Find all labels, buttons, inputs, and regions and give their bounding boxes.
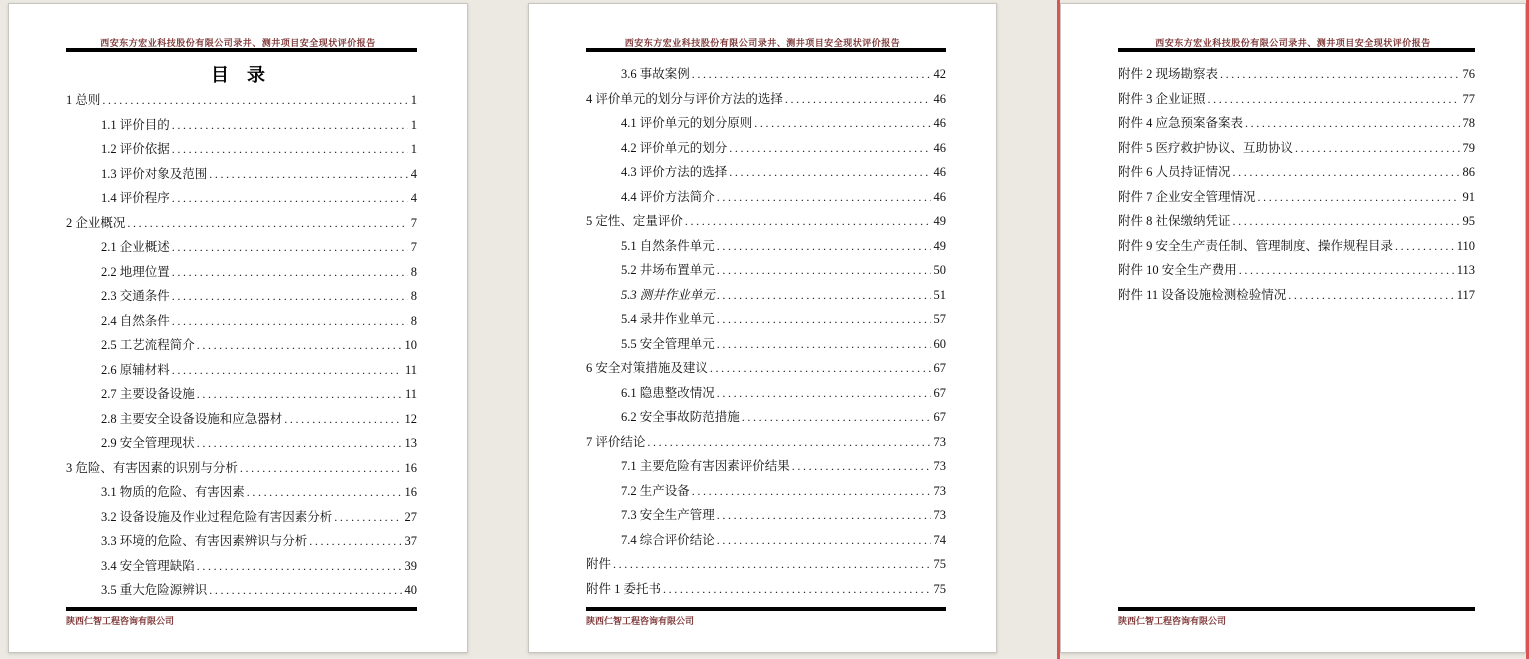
toc-page-2: [528, 3, 997, 653]
page-footer-company: 陕西仁智工程咨询有限公司: [586, 616, 695, 626]
toc-entry-pagenum: 57: [933, 312, 946, 326]
page-selection-guide-left: [1057, 0, 1060, 659]
toc-entry-label: 7.1 主要危险有害因素评价结果: [621, 459, 790, 473]
toc-entries: [66, 88, 417, 603]
toc-entry-pagenum: 46: [933, 165, 946, 179]
toc-entry-label: 4.2 评价单元的划分: [621, 140, 728, 155]
dot-leader: [172, 284, 408, 309]
header-rule: [1118, 48, 1475, 52]
page-header-title: 西安东方宏业科技股份有限公司录井、测井项目安全现状评价报告: [100, 38, 376, 48]
dot-leader: [717, 185, 931, 210]
toc-entry[interactable]: [586, 160, 946, 185]
toc-entry[interactable]: [586, 307, 946, 332]
dot-leader: [717, 283, 931, 308]
toc-entry-label: 2.3 交通条件: [101, 289, 170, 303]
footer-rule: [66, 607, 417, 611]
toc-entry[interactable]: [66, 480, 417, 505]
toc-entry-pagenum: 46: [933, 189, 946, 204]
toc-entry-pagenum: 39: [404, 558, 417, 573]
dot-leader: [172, 137, 408, 162]
toc-entry-label: 附件 9 安全生产责任制、管理制度、操作规程目录: [1118, 238, 1394, 253]
toc-entry-pagenum: 10: [404, 338, 417, 352]
dot-leader: [172, 186, 408, 211]
toc-entry-pagenum: 8: [410, 313, 417, 328]
dot-leader: [172, 260, 408, 285]
toc-entry[interactable]: [586, 111, 946, 136]
dot-leader: [247, 480, 402, 505]
dot-leader: [172, 113, 408, 138]
toc-entry-pagenum: 11: [404, 387, 417, 401]
toc-entry-label: 附件 3 企业证照: [1118, 91, 1206, 106]
toc-entry-pagenum: 76: [1462, 67, 1475, 81]
toc-entry-pagenum: 73: [933, 508, 946, 522]
toc-entry-pagenum: 46: [933, 116, 946, 130]
toc-entry-pagenum: 1: [410, 117, 417, 132]
toc-entry-pagenum: 73: [933, 434, 946, 449]
toc-entry-pagenum: 11: [404, 362, 417, 377]
toc-entry[interactable]: [66, 235, 417, 260]
toc-entry-label: 2.5 工艺流程简介: [101, 338, 195, 352]
toc-entry-pagenum: 74: [933, 532, 946, 547]
toc-entry[interactable]: [1118, 87, 1475, 112]
toc-entry[interactable]: [66, 431, 417, 456]
toc-entry-label: 1.2 评价依据: [101, 142, 170, 156]
toc-entry-label: 1.4 评价程序: [101, 191, 170, 205]
toc-entry-pagenum: 113: [1456, 263, 1475, 277]
toc-entry[interactable]: [66, 260, 417, 285]
toc-entry-label: 6 安全对策措施及建议: [586, 361, 708, 375]
dot-leader: [284, 407, 401, 432]
toc-entry-label: 附件 7 企业安全管理情况: [1118, 189, 1256, 204]
toc-entry[interactable]: [66, 407, 417, 432]
toc-entry-pagenum: 4: [410, 166, 417, 181]
toc-entry-label: 4.4 评价方法简介: [621, 189, 715, 204]
toc-entry[interactable]: [586, 87, 946, 112]
toc-entry-label: 3.1 物质的危险、有害因素: [101, 485, 245, 499]
dot-leader: [197, 333, 402, 358]
toc-entry[interactable]: [586, 283, 946, 308]
toc-entry-label: 附件 2 现场勘察表: [1118, 67, 1219, 81]
toc-entry[interactable]: [66, 456, 417, 481]
header-rule: [66, 48, 417, 52]
toc-entry-pagenum: 16: [404, 485, 417, 499]
dot-leader: [197, 431, 402, 456]
toc-entry[interactable]: [586, 381, 946, 406]
toc-entry-pagenum: 46: [933, 140, 946, 155]
toc-entry-pagenum: 49: [933, 214, 946, 228]
dot-leader: [1220, 62, 1459, 87]
toc-entry[interactable]: [66, 137, 417, 162]
dot-leader: [754, 111, 930, 136]
toc-entry-pagenum: 91: [1462, 189, 1475, 204]
dot-leader: [209, 578, 401, 603]
toc-entry-pagenum: 67: [933, 410, 946, 424]
toc-entry-label: 附件 6 人员持证情况: [1118, 165, 1231, 179]
dot-leader: [1239, 258, 1454, 283]
dot-leader: [309, 529, 401, 554]
toc-entry[interactable]: [586, 503, 946, 528]
toc-entry-pagenum: 79: [1462, 140, 1475, 155]
toc-entry-label: 4.3 评价方法的选择: [621, 165, 728, 179]
toc-entry[interactable]: [586, 454, 946, 479]
page-footer-company: 陕西仁智工程咨询有限公司: [1118, 616, 1227, 626]
toc-entry-label: 3 危险、有害因素的识别与分析: [66, 460, 238, 475]
toc-entry-pagenum: 42: [933, 67, 946, 81]
toc-entry-pagenum: 67: [933, 361, 946, 375]
toc-entry-label: 附件 11 设备设施检测检验情况: [1118, 287, 1287, 302]
toc-entry-pagenum: 46: [933, 91, 946, 106]
toc-entry[interactable]: [1118, 111, 1475, 136]
toc-entry-pagenum: 49: [933, 238, 946, 253]
toc-entry-label: 7.4 综合评价结论: [621, 532, 715, 547]
toc-entry-pagenum: 7: [410, 240, 417, 254]
toc-entry[interactable]: [66, 211, 417, 236]
dot-leader: [1258, 185, 1460, 210]
toc-entry-pagenum: 8: [410, 289, 417, 303]
toc-entry[interactable]: [1118, 283, 1475, 308]
dot-leader: [1245, 111, 1459, 136]
toc-entry-label: 3.3 环境的危险、有害因素辨识与分析: [101, 534, 308, 548]
toc-entry-label: 1 总则: [66, 93, 101, 107]
toc-entry-label: 5.2 井场布置单元: [621, 263, 715, 277]
toc-entry-pagenum: 51: [933, 287, 946, 302]
toc-title: 目 录: [211, 65, 265, 85]
dot-leader: [729, 136, 930, 161]
dot-leader: [172, 358, 402, 383]
toc-entry-pagenum: 37: [404, 534, 417, 548]
toc-entry[interactable]: [586, 552, 946, 577]
toc-entry-label: 3.6 事故案例: [621, 67, 690, 81]
toc-entries: [586, 62, 946, 601]
toc-entry-label: 3.2 设备设施及作业过程危险有害因素分析: [101, 509, 333, 524]
toc-entry-label: 附件 5 医疗救护协议、互助协议: [1118, 140, 1294, 155]
dot-leader: [785, 87, 931, 112]
toc-entry-label: 7 评价结论: [586, 434, 646, 449]
dot-leader: [1295, 136, 1459, 161]
dot-leader: [692, 479, 931, 504]
dot-leader: [1208, 87, 1460, 112]
toc-entry-label: 3.4 安全管理缺陷: [101, 558, 195, 573]
toc-entry-label: 附件 1 委托书: [586, 581, 662, 596]
dot-leader: [710, 356, 931, 381]
toc-entry-pagenum: 7: [410, 215, 417, 230]
toc-entries: [1118, 62, 1475, 307]
page-header-title: 西安东方宏业科技股份有限公司录井、测井项目安全现状评价报告: [624, 38, 901, 48]
toc-entry[interactable]: [586, 209, 946, 234]
dot-leader: [742, 405, 931, 430]
dot-leader: [717, 503, 931, 528]
dot-leader: [717, 234, 931, 259]
toc-entry-label: 5.4 录井作业单元: [621, 312, 715, 326]
toc-entry[interactable]: [586, 258, 946, 283]
toc-entry-pagenum: 13: [404, 436, 417, 450]
toc-entry-pagenum: 86: [1462, 165, 1475, 179]
toc-entry-label: 2.1 企业概述: [101, 240, 170, 254]
toc-entry[interactable]: [66, 358, 417, 383]
toc-entry-pagenum: 1: [410, 93, 417, 107]
toc-entry[interactable]: [1118, 209, 1475, 234]
toc-entry[interactable]: [66, 186, 417, 211]
toc-entry[interactable]: [66, 88, 417, 113]
toc-entry-label: 2.8 主要安全设备设施和应急器材: [101, 411, 283, 426]
toc-entry[interactable]: [586, 332, 946, 357]
dot-leader: [717, 258, 931, 283]
toc-entry-label: 2 企业概况: [66, 215, 126, 230]
toc-entry[interactable]: [586, 405, 946, 430]
toc-entry-pagenum: 40: [404, 583, 417, 597]
toc-entry[interactable]: [1118, 136, 1475, 161]
dot-leader: [172, 235, 408, 260]
toc-entry[interactable]: [1118, 258, 1475, 283]
toc-entry-pagenum: 8: [410, 264, 417, 279]
toc-entry-label: 5.5 安全管理单元: [621, 336, 715, 351]
toc-page-3-selected: [1060, 3, 1526, 653]
toc-entry-pagenum: 95: [1462, 214, 1475, 228]
toc-entry-pagenum: 16: [404, 460, 417, 475]
dot-leader: [1233, 209, 1460, 234]
toc-entry[interactable]: [66, 578, 417, 603]
dot-leader: [685, 209, 931, 234]
toc-entry[interactable]: [1118, 160, 1475, 185]
toc-entry[interactable]: [586, 62, 946, 87]
dot-leader: [172, 309, 408, 334]
dot-leader: [197, 382, 402, 407]
toc-entry[interactable]: [586, 479, 946, 504]
toc-entry[interactable]: [586, 430, 946, 455]
toc-entry[interactable]: [66, 333, 417, 358]
footer-rule: [586, 607, 946, 611]
toc-entry[interactable]: [1118, 234, 1475, 259]
toc-entry-pagenum: 75: [933, 581, 946, 596]
dot-leader: [127, 211, 407, 236]
toc-entry-pagenum: 73: [933, 459, 946, 473]
toc-entry-pagenum: 75: [933, 557, 946, 571]
toc-entry-label: 附件 4 应急预案备案表: [1118, 116, 1244, 130]
toc-entry-pagenum: 1: [410, 142, 417, 156]
dot-leader: [334, 505, 401, 530]
toc-entry-label: 5.1 自然条件单元: [621, 238, 715, 253]
dot-leader: [692, 62, 931, 87]
toc-entry[interactable]: [1118, 62, 1475, 87]
toc-entry-pagenum: 12: [404, 411, 417, 426]
toc-entry-label: 7.2 生产设备: [621, 483, 690, 498]
dot-leader: [647, 430, 930, 455]
toc-entry-label: 4.1 评价单元的划分原则: [621, 116, 753, 130]
toc-entry-pagenum: 110: [1456, 238, 1475, 253]
toc-entry-label: 1.3 评价对象及范围: [101, 166, 208, 181]
toc-entry-label: 4 评价单元的划分与评价方法的选择: [586, 91, 783, 106]
toc-entry-label: 3.5 重大危险源辨识: [101, 583, 208, 597]
toc-entry[interactable]: [66, 505, 417, 530]
footer-rule: [1118, 607, 1475, 611]
toc-entry[interactable]: [1118, 185, 1475, 210]
toc-entry-label: 5.3 测井作业单元: [621, 287, 715, 302]
dot-leader: [792, 454, 931, 479]
toc-entry-pagenum: 50: [933, 263, 946, 277]
dot-leader: [729, 160, 930, 185]
toc-entry-label: 2.9 安全管理现状: [101, 436, 195, 450]
page-footer-company: 陕西仁智工程咨询有限公司: [66, 616, 175, 626]
toc-entry-label: 2.2 地理位置: [101, 264, 170, 279]
dot-leader: [663, 577, 930, 602]
toc-entry-pagenum: 67: [933, 385, 946, 400]
toc-entry-pagenum: 73: [933, 483, 946, 498]
toc-page-1: [8, 3, 468, 653]
toc-entry[interactable]: [66, 529, 417, 554]
dot-leader: [717, 381, 931, 406]
toc-entry[interactable]: [66, 554, 417, 579]
toc-entry-label: 附件 10 安全生产费用: [1118, 263, 1237, 277]
toc-entry[interactable]: [66, 284, 417, 309]
toc-entry-pagenum: 4: [410, 191, 417, 205]
dot-leader: [613, 552, 930, 577]
toc-entry-pagenum: 117: [1456, 287, 1475, 302]
toc-entry[interactable]: [586, 234, 946, 259]
toc-entry-label: 5 定性、定量评价: [586, 214, 683, 228]
dot-leader: [1233, 160, 1460, 185]
dot-leader: [717, 307, 931, 332]
dot-leader: [1395, 234, 1454, 259]
toc-entry-label: 6.2 安全事故防范措施: [621, 410, 740, 424]
dot-leader: [240, 456, 402, 481]
toc-entry-pagenum: 60: [933, 336, 946, 351]
toc-entry[interactable]: [586, 136, 946, 161]
dot-leader: [102, 88, 407, 113]
page-header-title: 西安东方宏业科技股份有限公司录井、测井项目安全现状评价报告: [1155, 38, 1431, 48]
toc-entry-label: 2.7 主要设备设施: [101, 387, 195, 401]
toc-entry[interactable]: [66, 113, 417, 138]
toc-entry-label: 6.1 隐患整改情况: [621, 385, 715, 400]
toc-entry-label: 2.6 原辅材料: [101, 362, 170, 377]
toc-entry-label: 2.4 自然条件: [101, 313, 170, 328]
dot-leader: [209, 162, 407, 187]
dot-leader: [717, 332, 931, 357]
toc-entry-label: 1.1 评价目的: [101, 117, 170, 132]
dot-leader: [1288, 283, 1453, 308]
toc-entry[interactable]: [586, 577, 946, 602]
toc-entry-pagenum: 77: [1462, 91, 1475, 106]
toc-entry-label: 附件: [586, 557, 612, 571]
header-rule: [586, 48, 946, 52]
toc-entry-label: 7.3 安全生产管理: [621, 508, 715, 522]
toc-entry[interactable]: [586, 528, 946, 553]
toc-entry[interactable]: [66, 309, 417, 334]
toc-entry-pagenum: 27: [404, 509, 417, 524]
toc-entry[interactable]: [66, 162, 417, 187]
dot-leader: [717, 528, 931, 553]
dot-leader: [197, 554, 402, 579]
toc-entry-label: 附件 8 社保缴纳凭证: [1118, 214, 1231, 228]
toc-entry[interactable]: [586, 185, 946, 210]
toc-entry[interactable]: [66, 382, 417, 407]
toc-entry[interactable]: [586, 356, 946, 381]
toc-entry-pagenum: 78: [1462, 116, 1475, 130]
